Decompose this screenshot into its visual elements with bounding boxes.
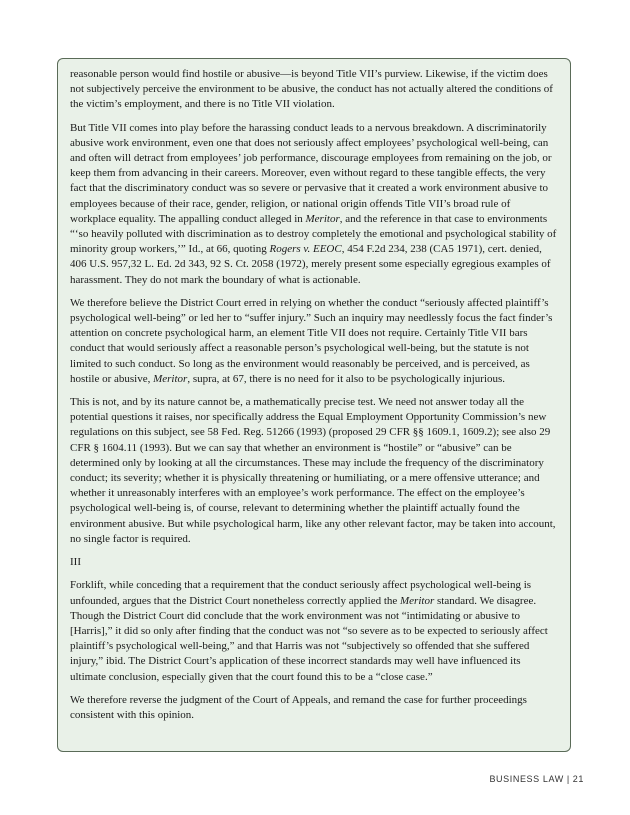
paragraph-2-text-a: But Title VII comes into play before the harassing conduct leads to a nervous breakdown. A discriminatorily abusive work environment, even one that does not seriously affect employees’ psychological well-being, can and often will detract from employees’ job performance, discourage employees from remaining on the job, or keep them from advancing in their careers. Moreover, even without regard to these tangible effects, the very fact that the discriminatory conduct was so severe or pervasive that it created a work environment abusive to employees because of their race, gender, religion, or national origin offends Title VII’s broad rule of workplace equality. The appalling conduct alleged in (70, 121, 552, 225)
paragraph-4 (70, 395, 558, 547)
page-number: 21 (572, 774, 584, 784)
case-name-meritor: Meritor (400, 594, 435, 607)
paragraph-6 (70, 578, 558, 684)
paragraph-4-text: This is not, and by its nature cannot be, a mathematically precise test. We need not answer today all the potential questions it raises, nor specifically address the Equal Employment Opportunity Commission’s new regulations on this subject, see 58 Fed. Reg. 51266 (1993) (proposed 29 CFR §§ 1609.1, 1609.2); see also 29 CFR § 1604.11 (1993). But we can say that whether an environment is “hostile” or “abusive” can be determined only by looking at all the circumstances. These may include the frequency of the discriminatory conduct; its severity; whether it is physically threatening or humiliating, or a mere offensive utterance; and whether it unreasonably interferes with an employee’s work performance. The effect on the employee’s psychological well-being is, of course, relevant to determining whether the plaintiff actually found the environment abusive. But while psychological harm, like any other relevant factor, may be taken into account, no single factor is required. (70, 396, 556, 545)
paragraph-6-text-b: standard. We disagree. Though the District Court did conclude that the work environment was not “intimidating or abusive to [Harris],” it did so only after finding that the conduct was not “so severe as to be expected to seriously affect plaintiff’s psychological well-being,” and that Harris was not “subjectively so offended that she suffered injury,” ibid. The District Court’s application of these incorrect standards may well have influenced its ultimate conclusion, especially given that the court found this to be a “close case.” (70, 594, 548, 683)
paragraph-1 (70, 67, 558, 113)
paragraph-2-text-c: , 454 F.2d 234, 238 (CA5 1971), cert. denied, 406 U.S. 957,32 L. Ed. 2d 343, 92 S. Ct. 2058 (1972), merely present some especially egregious examples of harassment. They do not mark the boundary of what is actionable. (70, 243, 551, 286)
section-heading-text: III (70, 556, 81, 569)
paragraph-7 (70, 693, 558, 723)
page-footer (489, 774, 584, 784)
paragraph-3-text-b: , supra, at 67, there is no need for it also to be psychologically injurious. (187, 372, 506, 385)
footer-label: BUSINESS LAW (489, 774, 564, 784)
case-name-meritor: Meritor (305, 212, 340, 225)
paragraph-6-text-a: Forklift, while conceding that a requirement that the conduct seriously affect psychological well-being is unfounded, argues that the District Court nonetheless correctly applied the (70, 579, 532, 607)
paragraph-3-text-a: We therefore believe the District Court erred in relying on whether the conduct “seriously affected plaintiff’s psychological well-being” or led her to “suffer injury.” Such an inquiry may needlessly focus the fact finder’s attention on concrete psychological harm, an element Title VII does not require. Certainly Title VII bars conduct that would seriously affect a reasonable person’s psychological well-being, but the statute is not limited to such conduct. So long as the environment would reasonably be perceived, and is perceived, as hostile or abusive, (70, 296, 553, 385)
paragraph-2-text-b: , and the reference in that case to environments “‘so heavily polluted with discrimination as to destroy completely the emotional and psychological stability of minority group workers,’” Id., at 66, quoting (70, 212, 557, 256)
paragraph-3 (70, 296, 558, 387)
case-name-rogers: Rogers v. EEOC (269, 243, 342, 256)
section-heading-iii (70, 555, 558, 570)
paragraph-7-text: We therefore reverse the judgment of the Court of Appeals, and remand the case for further proceedings consistent with this opinion. (70, 693, 527, 721)
case-excerpt-box (57, 58, 571, 752)
paragraph-1-text: reasonable person would find hostile or abusive—is beyond Title VII’s purview. Likewise, if the victim does not subjectively perceive the environment to be abusive, the conduct has not actually altered the conditions of the victim’s employment, and there is no Title VII violation. (70, 68, 553, 111)
case-name-meritor: Meritor (153, 372, 188, 385)
paragraph-2 (70, 121, 558, 288)
footer-separator: | (566, 774, 570, 784)
